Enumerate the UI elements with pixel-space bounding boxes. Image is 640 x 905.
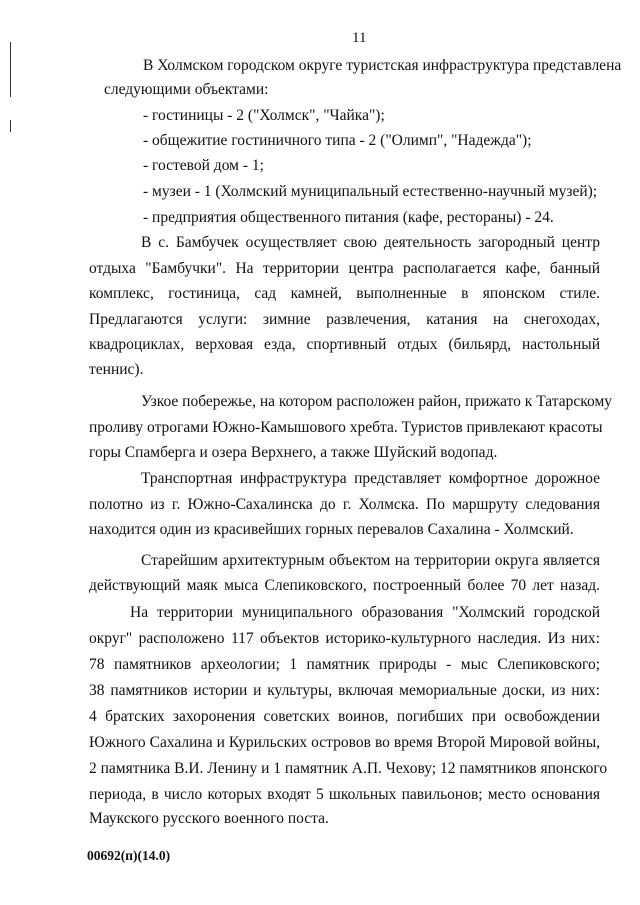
text-line: округ" расположено 117 объектов историко-культурного наследия. Из них:: [89, 630, 600, 647]
list-item: - гостевой дом - 1;: [143, 157, 264, 174]
text-line: полотно из г. Южно-Сахалинска до г. Холмска. По маршруту следования: [89, 496, 600, 513]
text-line: находится один из красивейших горных перевалов Сахалина - Холмский.: [89, 521, 574, 538]
text-line: 38 памятников истории и культуры, включая мемориальные доски, из них:: [89, 682, 600, 699]
scan-edge-mark: [10, 42, 11, 97]
text-line: Предлагаются услуги: зимние развлечения, катания на снегоходах,: [89, 311, 600, 328]
text-line: Маукского русского военного поста.: [89, 810, 329, 827]
text-line: Старейшим архитектурным объектом на территории округа является: [141, 552, 600, 569]
text-line: В Холмском городском округе туристская инфраструктура представлена: [143, 57, 622, 74]
list-item: - общежитие гостиничного типа - 2 ("Олимп", "Надежда");: [143, 132, 532, 149]
text-line: квадроциклах, верховая езда, спортивный отдых (бильярд, настольный: [89, 336, 600, 353]
text-line: периода, в число которых входят 5 школьных павильонов; место основания: [89, 786, 600, 803]
text-line: следующими объектами:: [104, 81, 269, 98]
list-item: - гостиницы - 2 ("Холмск", "Чайка");: [143, 107, 385, 124]
text-line: проливу отрогами Южно-Камышового хребта. Туристов привлекают красоты: [89, 419, 603, 436]
text-line: Узкое побережье, на котором расположен район, прижато к Татарскому: [141, 393, 613, 410]
text-line: горы Спамберга и озера Верхнего, а также Шуйский водопад.: [89, 444, 498, 461]
text-line: 78 памятников археологии; 1 памятник природы - мыс Слепиковского;: [89, 656, 600, 673]
footer-code: 00692(п)(14.0): [87, 848, 171, 863]
page-number: 11: [352, 30, 367, 46]
text-line: На территории муниципального образования "Холмский городской: [130, 604, 600, 621]
text-line: теннис).: [89, 361, 144, 378]
scan-edge-mark: [10, 120, 11, 132]
text-line: 4 братских захоронения советских воинов, погибших при освобождении: [89, 708, 600, 725]
list-item: - музеи - 1 (Холмский муниципальный естественно-научный музей);: [143, 183, 598, 200]
list-item: - предприятия общественного питания (кафе, рестораны) - 24.: [143, 209, 554, 226]
text-line: Транспортная инфраструктура представляет комфортное дорожное: [141, 470, 600, 487]
text-line: комплекс, гостиница, сад камней, выполненные в японском стиле.: [89, 285, 600, 302]
text-line: отдыха "Бамбучки". На территории центра располагается кафе, банный: [89, 260, 600, 277]
text-line: действующий маяк мыса Слепиковского, построенный более 70 лет назад.: [89, 577, 600, 594]
text-line: 2 памятника В.И. Ленину и 1 памятник А.П. Чехову; 12 памятников японского: [89, 760, 608, 777]
text-line: Южного Сахалина и Курильских островов во время Второй Мировой войны,: [89, 734, 600, 751]
text-line: В с. Бамбучек осуществляет свою деятельность загородный центр: [141, 234, 600, 251]
